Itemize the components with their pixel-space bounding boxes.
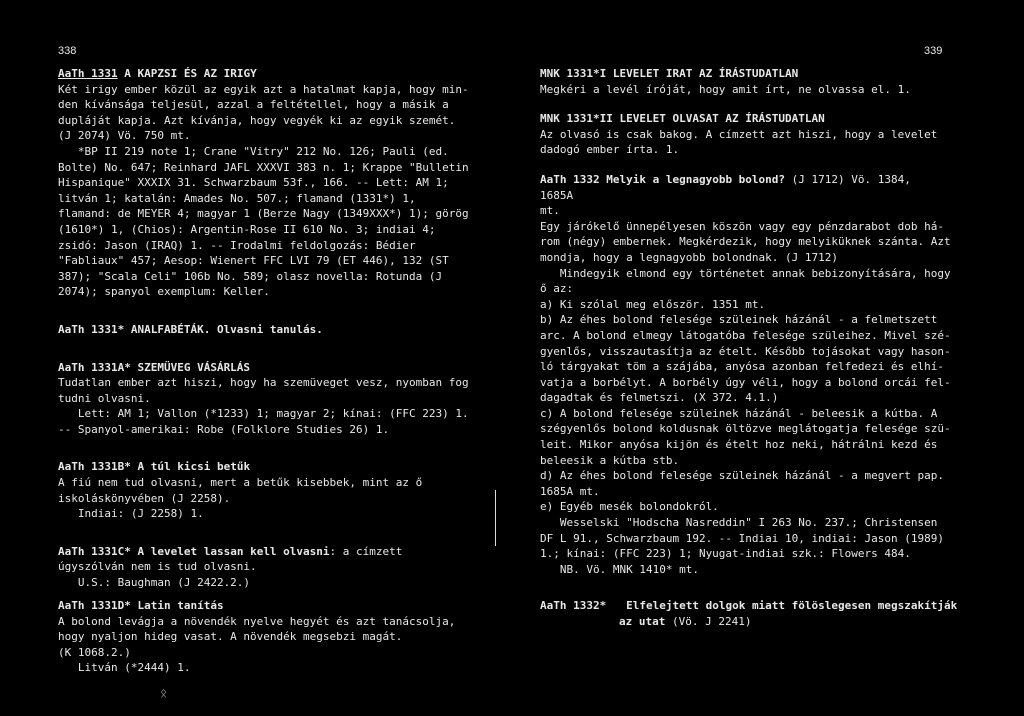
text-line: Hispanique" XXXIX 31. Schwarzbaum 53f., 166. -- Lett: AM 1; bbox=[58, 176, 449, 190]
text-line: 1685A mt. bbox=[540, 484, 600, 498]
entry-code: AaTh 1331D* bbox=[58, 599, 131, 612]
text-line: vatja a borbélyt. A borbély úgy véli, hogy a bolond orcái fel- bbox=[540, 375, 951, 389]
entry-code: AaTh 1331C* bbox=[58, 544, 131, 558]
text-line: Az olvasó is csak bakog. A címzett azt hiszi, hogy a levelet bbox=[540, 127, 938, 141]
text-line: a) Ki szólal meg először. 1351 mt. bbox=[540, 297, 766, 311]
text-line: zsidó: Jason (IRAQ) 1. -- Irodalmi feldolgozás: Bédier bbox=[58, 238, 416, 252]
text-line: Wesselski "Hodscha Nasreddin" I 263 No. 237.; Christensen bbox=[540, 516, 938, 530]
text-line: mt. bbox=[540, 204, 560, 218]
entry-heading bbox=[540, 172, 940, 203]
entry-title: A levelet lassan kell olvasni bbox=[137, 544, 330, 558]
text-line: Litván (*2444) 1. bbox=[58, 661, 191, 675]
entry-1332 bbox=[540, 172, 951, 577]
entry-heading-rest: (J 1712) Vö. 1384, 1685A bbox=[540, 172, 911, 202]
text-line: dupláját kapja. Azt kívánja, hogy vegyék ki az egyik szemét. bbox=[58, 113, 456, 127]
entry-mnk-1331-ii bbox=[540, 111, 940, 158]
text-line: Két irigy ember közül az egyik azt a hatalmat kapja, hogy min- bbox=[58, 82, 469, 96]
entry-1331d bbox=[58, 598, 468, 676]
text-line: 2074); spanyol exemplum: Keller. bbox=[58, 285, 270, 299]
text-line: flamand: de MEYER 4; magyar 1 (Berze Nagy (1349XXX*) 1); görög bbox=[58, 207, 469, 221]
text-line: 387); "Scala Celi" 106b No. 589; olasz novella: Rotunda (J bbox=[58, 269, 443, 283]
text-line: NB. Vö. MNK 1410* mt. bbox=[540, 562, 699, 576]
entry-1331b bbox=[58, 459, 458, 521]
text-line: c) A bolond felesége szüleinek házánál - beleesik a kútba. A bbox=[540, 406, 938, 420]
text-line: ló tárgyakat töm a szájába, anyósa azonban felfedezi és elhí- bbox=[540, 360, 944, 374]
text-line: "Fabliaux" 457; Aesop: Wienert FFC LVI 79 (ET 446), 132 (ST bbox=[58, 254, 449, 268]
text-line: Tudatlan ember azt hiszi, hogy ha szemüveget vesz, nyomban fog bbox=[58, 376, 469, 390]
text-line: hogy nyaljon hideg vasat. A növendék megsebzi magát. bbox=[58, 630, 403, 644]
text-line: A bolond levágja a növendék nyelve hegyét és azt tanácsolja, bbox=[58, 614, 456, 628]
entry-mnk-1331-i bbox=[540, 66, 940, 97]
entry-title: az utat bbox=[619, 614, 666, 628]
text-line: (K 1068.2.) bbox=[58, 645, 131, 659]
text-line: gyenlős, visszautasítja az ételt. Később tojásokat vagy hason- bbox=[540, 344, 951, 358]
entry-1331-star bbox=[58, 322, 458, 338]
page-number-left: 338 bbox=[58, 45, 77, 57]
left-column bbox=[58, 66, 469, 613]
page-number-right: 339 bbox=[924, 45, 943, 57]
entry-heading bbox=[58, 66, 458, 82]
text-line: (J 2074) Vö. 750 mt. bbox=[58, 129, 191, 143]
text-line: -- Spanyol-amerikai: Robe (Folklore Studies 26) 1. bbox=[58, 422, 390, 436]
text-line: szégyenlős bolond koldusnak öltözve meglátogatja felesége szü- bbox=[540, 422, 951, 436]
right-column bbox=[540, 66, 951, 599]
text-line: (1610*) 1, (Chios): Argentin-Rose II 610 No. 3; indiai 4; bbox=[58, 222, 436, 236]
entry-1331 bbox=[58, 66, 469, 300]
text-line: A fiú nem tud olvasni, mert a betűk kisebbek, mint az ő bbox=[58, 476, 423, 490]
entry-title: Elfelejtett dolgok miatt fölöslegesen megszakítják bbox=[626, 599, 958, 612]
entry-code: AaTh 1331B* bbox=[58, 460, 131, 474]
text-line: DF L 91., Schwarzbaum 192. -- Indiai 10, indiai: Jason (1989) bbox=[540, 531, 944, 545]
text-line: Indiai: (J 2258) 1. bbox=[58, 507, 204, 521]
entry-title: A túl kicsi betűk bbox=[137, 460, 251, 474]
text-line: dadogó ember írta. 1. bbox=[540, 143, 680, 157]
entry-heading bbox=[58, 598, 468, 614]
entry-heading bbox=[540, 598, 960, 614]
text-line: Mindegyik elmond egy történetet annak bebizonyítására, hogy bbox=[540, 266, 951, 280]
text-line: Egy járókelő ünnepélyesen köszön vagy egy pénzdarabot dob há- bbox=[540, 219, 944, 233]
entry-heading: MNK 1331*II LEVELET OLVASAT AZ ÍRÁSTUDATLAN bbox=[540, 112, 825, 126]
text-line: Lett: AM 1; Vallon (*1233) 1; magyar 2; kínai: (FFC 223) 1. bbox=[58, 407, 469, 421]
text-line: *BP II 219 note 1; Crane "Vitry" 212 No. 126; Pauli (ed. bbox=[58, 144, 449, 158]
entry-1331c bbox=[58, 544, 458, 591]
text-line: b) Az éhes bolond felesége szüleinek házánál - a felmetszett bbox=[540, 313, 938, 327]
entry-heading-rest: (Vö. J 2241) bbox=[665, 614, 752, 628]
entry-1332-star bbox=[540, 598, 960, 629]
entry-heading: AaTh 1331A* SZEMÜVEG VÁSÁRLÁS bbox=[58, 360, 251, 374]
text-line: e) Egyéb mesék bolondokról. bbox=[540, 500, 719, 514]
entry-heading-rest: : a címzett bbox=[329, 544, 403, 558]
entry-heading bbox=[58, 459, 458, 475]
entry-heading: AaTh 1331* ANALFABÉTÁK. Olvasni tanulás. bbox=[58, 322, 323, 336]
text-line: tudni olvasni. bbox=[58, 391, 151, 405]
text-line: ő az: bbox=[540, 282, 574, 296]
column-divider-mark bbox=[495, 490, 496, 546]
entry-title: Latin tanítás bbox=[137, 599, 224, 612]
entry-title: A KAPZSI ÉS AZ IRIGY bbox=[124, 67, 257, 80]
entry-heading-line-2 bbox=[540, 614, 960, 630]
text-line: rom (négy) embernek. Megkérdezik, hogy melyiküknek szánta. Azt bbox=[540, 235, 951, 249]
text-line: Bolte) No. 647; Reinhard JAFL XXXVI 383 n. 1; Krappe "Bulletin bbox=[58, 160, 469, 174]
text-line: litván 1; katalán: Amades No. 507.; flamand (1331*) 1, bbox=[58, 191, 416, 205]
entry-heading: MNK 1331*I LEVELET IRAT AZ ÍRÁSTUDATLAN bbox=[540, 67, 799, 80]
text-line: Megkéri a levél íróját, hogy amit írt, ne olvassa el. 1. bbox=[540, 82, 911, 96]
text-line: U.S.: Baughman (J 2422.2.) bbox=[58, 576, 251, 590]
entry-heading bbox=[58, 544, 458, 560]
text-line: leit. Mikor anyósa kijön és ételt hoz neki, hátrálni kezd és bbox=[540, 438, 938, 452]
entry-title: Melyik a legnagyobb bolond? bbox=[606, 172, 786, 186]
entry-body bbox=[58, 82, 469, 300]
text-line: beleesik a kútba stb. bbox=[540, 453, 680, 467]
scan-artifact-icon: ᛟ bbox=[160, 686, 168, 700]
entry-code: AaTh 1331 bbox=[58, 67, 118, 80]
entry-code: AaTh 1332* bbox=[540, 599, 607, 612]
entry-1331a bbox=[58, 360, 469, 438]
text-line: arc. A bolond elmegy látogatóba felesége szüleihez. Mivel szé- bbox=[540, 328, 951, 342]
text-line: dagadtak és felmetszi. (X 372. 4.1.) bbox=[540, 391, 779, 405]
text-line: úgyszólván nem is tud olvasni. bbox=[58, 560, 257, 574]
entry-code: AaTh 1332 bbox=[540, 172, 600, 186]
text-line: d) Az éhes bolond felesége szüleinek házánál - a megvert pap. bbox=[540, 469, 944, 483]
text-line: 1.; kínai: (FFC 223) 1; Nyugat-indiai szk.: Flowers 484. bbox=[540, 547, 911, 561]
text-line: den kívánsága teljesül, azzal a feltétellel, hogy a másik a bbox=[58, 98, 449, 112]
text-line: mondja, hogy a legnagyobb bolondnak. (J 1712) bbox=[540, 250, 839, 264]
text-line: iskoláskönyvében (J 2258). bbox=[58, 491, 231, 505]
